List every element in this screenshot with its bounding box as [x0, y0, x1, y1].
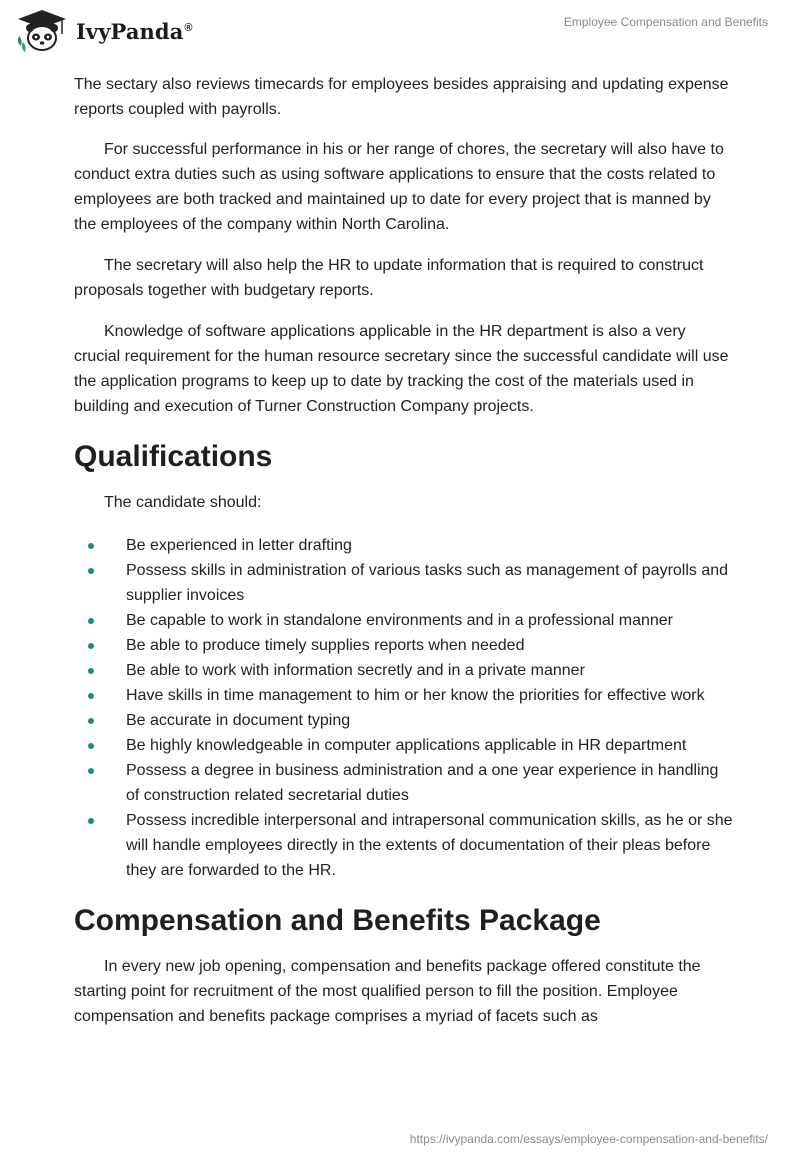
list-item-text: Possess skills in administration of various tasks such as management of payrolls and supplier invoices	[126, 562, 729, 604]
list-item-text: Possess a degree in business administration and a one year experience in handling of construction related secretarial duties	[126, 762, 719, 804]
list-item	[74, 608, 734, 633]
bullet-icon	[88, 543, 94, 549]
list-item-text: Be accurate in document typing	[126, 712, 351, 729]
page-header	[0, 0, 800, 64]
list-item	[74, 633, 734, 658]
bullet-icon	[88, 693, 94, 699]
source-url-link[interactable]: https://ivypanda.com/essays/employee-compensation-and-benefits/	[409, 1132, 768, 1146]
logo-wordmark	[76, 19, 193, 44]
paragraph: The sectary also reviews timecards for employees besides appraising and updating expense reports coupled with payrolls.	[74, 76, 729, 118]
list-item	[74, 708, 734, 733]
bullet-icon	[88, 818, 94, 824]
list-item	[74, 558, 734, 608]
logo[interactable]	[14, 8, 193, 54]
bullet-icon	[88, 743, 94, 749]
list-item	[74, 658, 734, 683]
paragraph: In every new job opening, compensation and benefits package offered constitute the starting point for recruitment of the most qualified person to fill the position. Employee compensation and benefits package comprises a myriad of facets such as	[74, 958, 701, 1025]
list-item-text: Be experienced in letter drafting	[126, 537, 352, 554]
list-item-text: Possess incredible interpersonal and intrapersonal communication skills, as he or she will handle employees directly in the extents of documentation of their pleas before they are forwarded to the HR.	[126, 812, 733, 879]
qualifications-intro: The candidate should:	[104, 494, 262, 511]
bullet-icon	[88, 568, 94, 574]
list-item-text: Have skills in time management to him or her know the priorities for effective work	[126, 687, 705, 704]
list-item	[74, 683, 734, 708]
section-heading-compensation: Compensation and Benefits Package	[74, 904, 601, 937]
document-title: Employee Compensation and Benefits	[563, 15, 768, 29]
list-item-text: Be able to produce timely supplies reports when needed	[126, 637, 525, 654]
list-item	[74, 533, 734, 558]
bullet-icon	[88, 618, 94, 624]
panda-graduate-icon	[14, 8, 70, 54]
section-heading-qualifications: Qualifications	[74, 440, 273, 473]
list-item	[74, 808, 734, 883]
registered-mark: ®	[184, 21, 193, 34]
essay-content	[74, 72, 734, 1029]
paragraph: For successful performance in his or her range of chores, the secretary will also have to conduct extra duties such as using software applications to ensure that the costs related to employees are both tracked and maintained up to date for every project that is manned by the employees of the company within North Carolina.	[74, 141, 724, 233]
list-item-text: Be able to work with information secretly and in a private manner	[126, 662, 585, 679]
qualifications-list	[74, 533, 734, 883]
paragraph: The secretary will also help the HR to update information that is required to construct proposals together with budgetary reports.	[74, 257, 704, 299]
bullet-icon	[88, 768, 94, 774]
bullet-icon	[88, 718, 94, 724]
list-item	[74, 733, 734, 758]
brand-name: IvyPanda	[76, 18, 184, 44]
list-item-text: Be capable to work in standalone environments and in a professional manner	[126, 612, 673, 629]
list-item	[74, 758, 734, 808]
list-item-text: Be highly knowledgeable in computer applications applicable in HR department	[126, 737, 687, 754]
bullet-icon	[88, 643, 94, 649]
paragraph: Knowledge of software applications applicable in the HR department is also a very crucial requirement for the human resource secretary since the successful candidate will use the application programs to keep up to date by tracking the cost of the materials used in building and execution of Turner Construction Company projects.	[74, 323, 729, 415]
bullet-icon	[88, 668, 94, 674]
